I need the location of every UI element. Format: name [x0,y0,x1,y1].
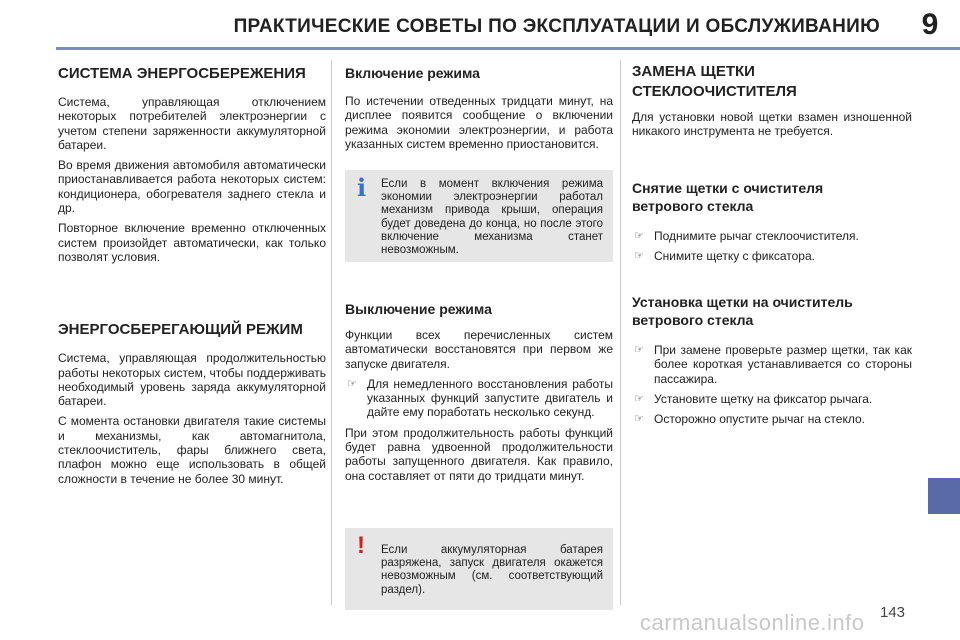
pointing-hand-icon: ☞ [634,413,644,426]
paragraph: Повторное включение временно отключенных систем произойдет автоматически, как только позволят условия. [58,221,326,264]
paragraph: Функции всех перечисленных систем автоматически восстановятся при первом же запуске двигателя. [345,328,613,371]
section-title: СИСТЕМА ЭНЕРГОСБЕРЕЖЕНИЯ [58,65,306,82]
warning-icon: ! [357,532,365,559]
chapter-number: 9 [921,8,939,41]
info-notice-text: Если в момент включения режима экономии электроэнергии работал механизм привода крыши, операция будет доведена до конца, но после этого включение механизма станет невозможным. [381,178,603,257]
header-divider [56,47,960,50]
paragraph: При этом продолжительность работы функций будет равна удвоенной продолжительности работы запущенного двигателя. Как правило, она составляет от пяти до тридцати минут. [345,425,613,483]
column-2-lower [345,300,613,489]
paragraph: С момента остановки двигателя такие системы и механизмы, как автомагнитола, стеклоочиститель, фары ближнего света, плафон можно еще использовать в общей сложности в течение не более 30 минут. [58,414,326,486]
bullet-list [632,229,912,264]
column-3 [632,60,912,433]
list-item: ☞ Снимите щетку с фиксатора. [634,248,815,263]
column-divider [620,60,621,605]
list-item: ☞ Поднимите рычаг стеклоочистителя. [634,228,859,243]
paragraph: Для установки новой щетки взамен изношенной никакого инструмента не требуется. [632,110,912,139]
pointing-hand-icon: ☞ [634,344,644,357]
pointing-hand-icon: ☞ [347,377,357,390]
bullet-list [345,377,613,420]
section-title: ЭНЕРГОСБЕРЕГАЮЩИЙ РЕЖИМ [58,321,303,339]
paragraph: Система, управляющая отключением некоторых потребителей электроэнергии с учетом степени заряженности аккумуляторной батареи. [58,95,326,152]
list-item: ☞ При замене проверьте размер щетки, так как более короткая устанавливается со стороны пассажира. [634,343,912,386]
pointing-hand-icon: ☞ [634,249,644,262]
bullet-list [632,343,912,426]
pointing-hand-icon: ☞ [634,229,644,242]
column-2 [345,60,613,157]
paragraph: По истечении отведенных тридцати минут, на дисплее появится сообщение о включении режима экономии электроэнергии, и работа указанных систем временно приостановится. [345,94,613,151]
chapter-side-tab [928,478,960,514]
paragraph: Во время движения автомобиля автоматически приостанавливается работа некоторых систем: кондиционера, обогревателя заднего стекла и др. [58,158,326,216]
section-title: Выключение режима [345,301,492,317]
warning-notice-text: Если аккумуляторная батарея разряжена, запуск двигателя окажется невозможным (см. соответствующий раздел). [381,544,603,596]
page-number: 143 [880,604,906,621]
list-item: ☞ Для немедленного восстановления работы указанных функций запустите двигатель и дайте ему поработать несколько секунд. [347,376,613,420]
list-item: ☞ Осторожно опустите рычаг на стекло. [634,412,865,427]
watermark: carmanualsonline.info [640,610,865,635]
page-header-title: ПРАКТИЧЕСКИЕ СОВЕТЫ ПО ЭКСПЛУАТАЦИИ И ОБСЛУЖИВАНИЮ [233,16,880,37]
section-title: Снятие щетки с очистителя ветрового стекла [632,179,824,214]
paragraph: Система, управляющая продолжительностью работы некоторых систем, чтобы поддерживать необходимый уровень заряда аккумуляторной батареи. [58,351,327,409]
list-item: ☞ Установите щетку на фиксатор рычага. [634,392,873,407]
info-notice [345,170,613,262]
info-icon: i [357,173,367,202]
section-title: Установка щетки на очиститель ветрового стекла [632,294,853,329]
warning-notice [345,528,613,610]
pointing-hand-icon: ☞ [634,393,644,406]
section-title: ЗАМЕНА ЩЕТКИ СТЕКЛООЧИСТИТЕЛЯ [632,63,797,100]
section-title: Включение режима [345,65,480,81]
column-divider [331,60,332,605]
column-1 [58,60,326,492]
